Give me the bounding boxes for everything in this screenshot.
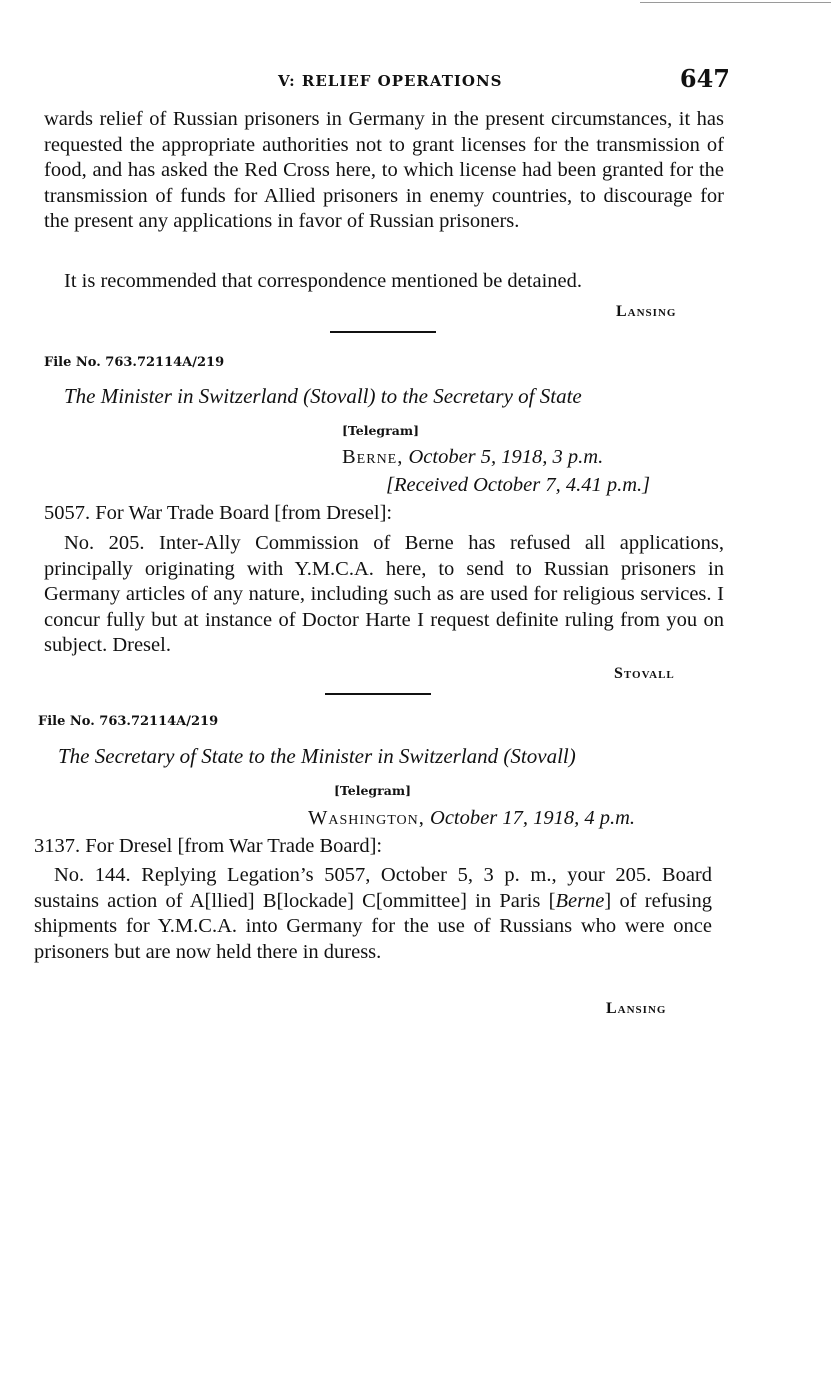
received-line: [Received October 7, 4.41 p.m.] [386,474,651,496]
recommendation-line: It is recommended that correspondence mentioned be detained. [64,270,582,292]
date-2: October 17, 1918, 4 p.m. [430,807,635,829]
signature-lansing-2: Lansing [606,1000,667,1017]
page-header [40,64,730,100]
telegram-label-1: [Telegram] [342,423,420,438]
running-head: V: RELIEF OPERATIONS [278,72,503,90]
telegram-opening-1: 5057. For War Trade Board [from Dresel]: [44,502,393,524]
date-1: October 5, 1918, 3 p.m. [408,446,604,468]
telegram-body-2 [34,863,712,965]
continuation-paragraph: wards relief of Russian prisoners in Germany in the present circumstances, it has requested the appropriate authorities not to grant licenses for the transmission of food, and has asked the Red Cross here, to which license had been granted for the transmission of funds for Allied prisoners in enemy countries, to discourage for the present any applications in favor of Russian prisoners. [44,108,724,232]
document-title-1: The Minister in Switzerland (Stovall) to the Secretary of State [64,384,582,408]
body-2-part-c: ] of refusing shipments for Y.M.C.A. into Germany for the use of Russians who were once prisoners but are now held there in duress. [34,889,712,963]
document-title-2: The Secretary of State to the Minister in Switzerland (Stovall) [58,744,576,768]
telegram-opening-2: 3137. For Dresel [from War Trade Board]: [34,835,383,857]
signature-lansing-1: Lansing [616,303,677,320]
body-2-part-a: No. 144. Replying Legation’s 5057, October 5, 3 p. m., your 205. Board sustains action of A[llied] B[lockade] C[ommittee] in Paris [ [34,864,712,912]
page-number: 647 [679,64,730,93]
section-divider-1 [330,331,436,333]
place-washington: Washington, [308,807,425,829]
body-2-berne: Berne [555,889,605,912]
dateline-2 [308,807,635,830]
top-edge-rule [640,2,831,3]
section-divider-2 [325,693,431,695]
telegram-body-1: No. 205. Inter-Ally Commission of Berne has refused all applications, principally originating with Y.M.C.A. here, to send to Russian prisoners in Germany articles of any nature, including such as are used for religious services. I concur fully but at instance of Doctor Harte I request definite ruling from you on subject. Dresel. [44,532,724,656]
file-number-1: File No. 763.72114A/219 [44,355,225,370]
dateline-1 [342,446,603,469]
place-berne: Berne, [342,446,404,468]
signature-stovall: Stovall [614,665,675,682]
file-number-2: File No. 763.72114A/219 [38,714,219,729]
telegram-label-2: [Telegram] [334,783,412,798]
